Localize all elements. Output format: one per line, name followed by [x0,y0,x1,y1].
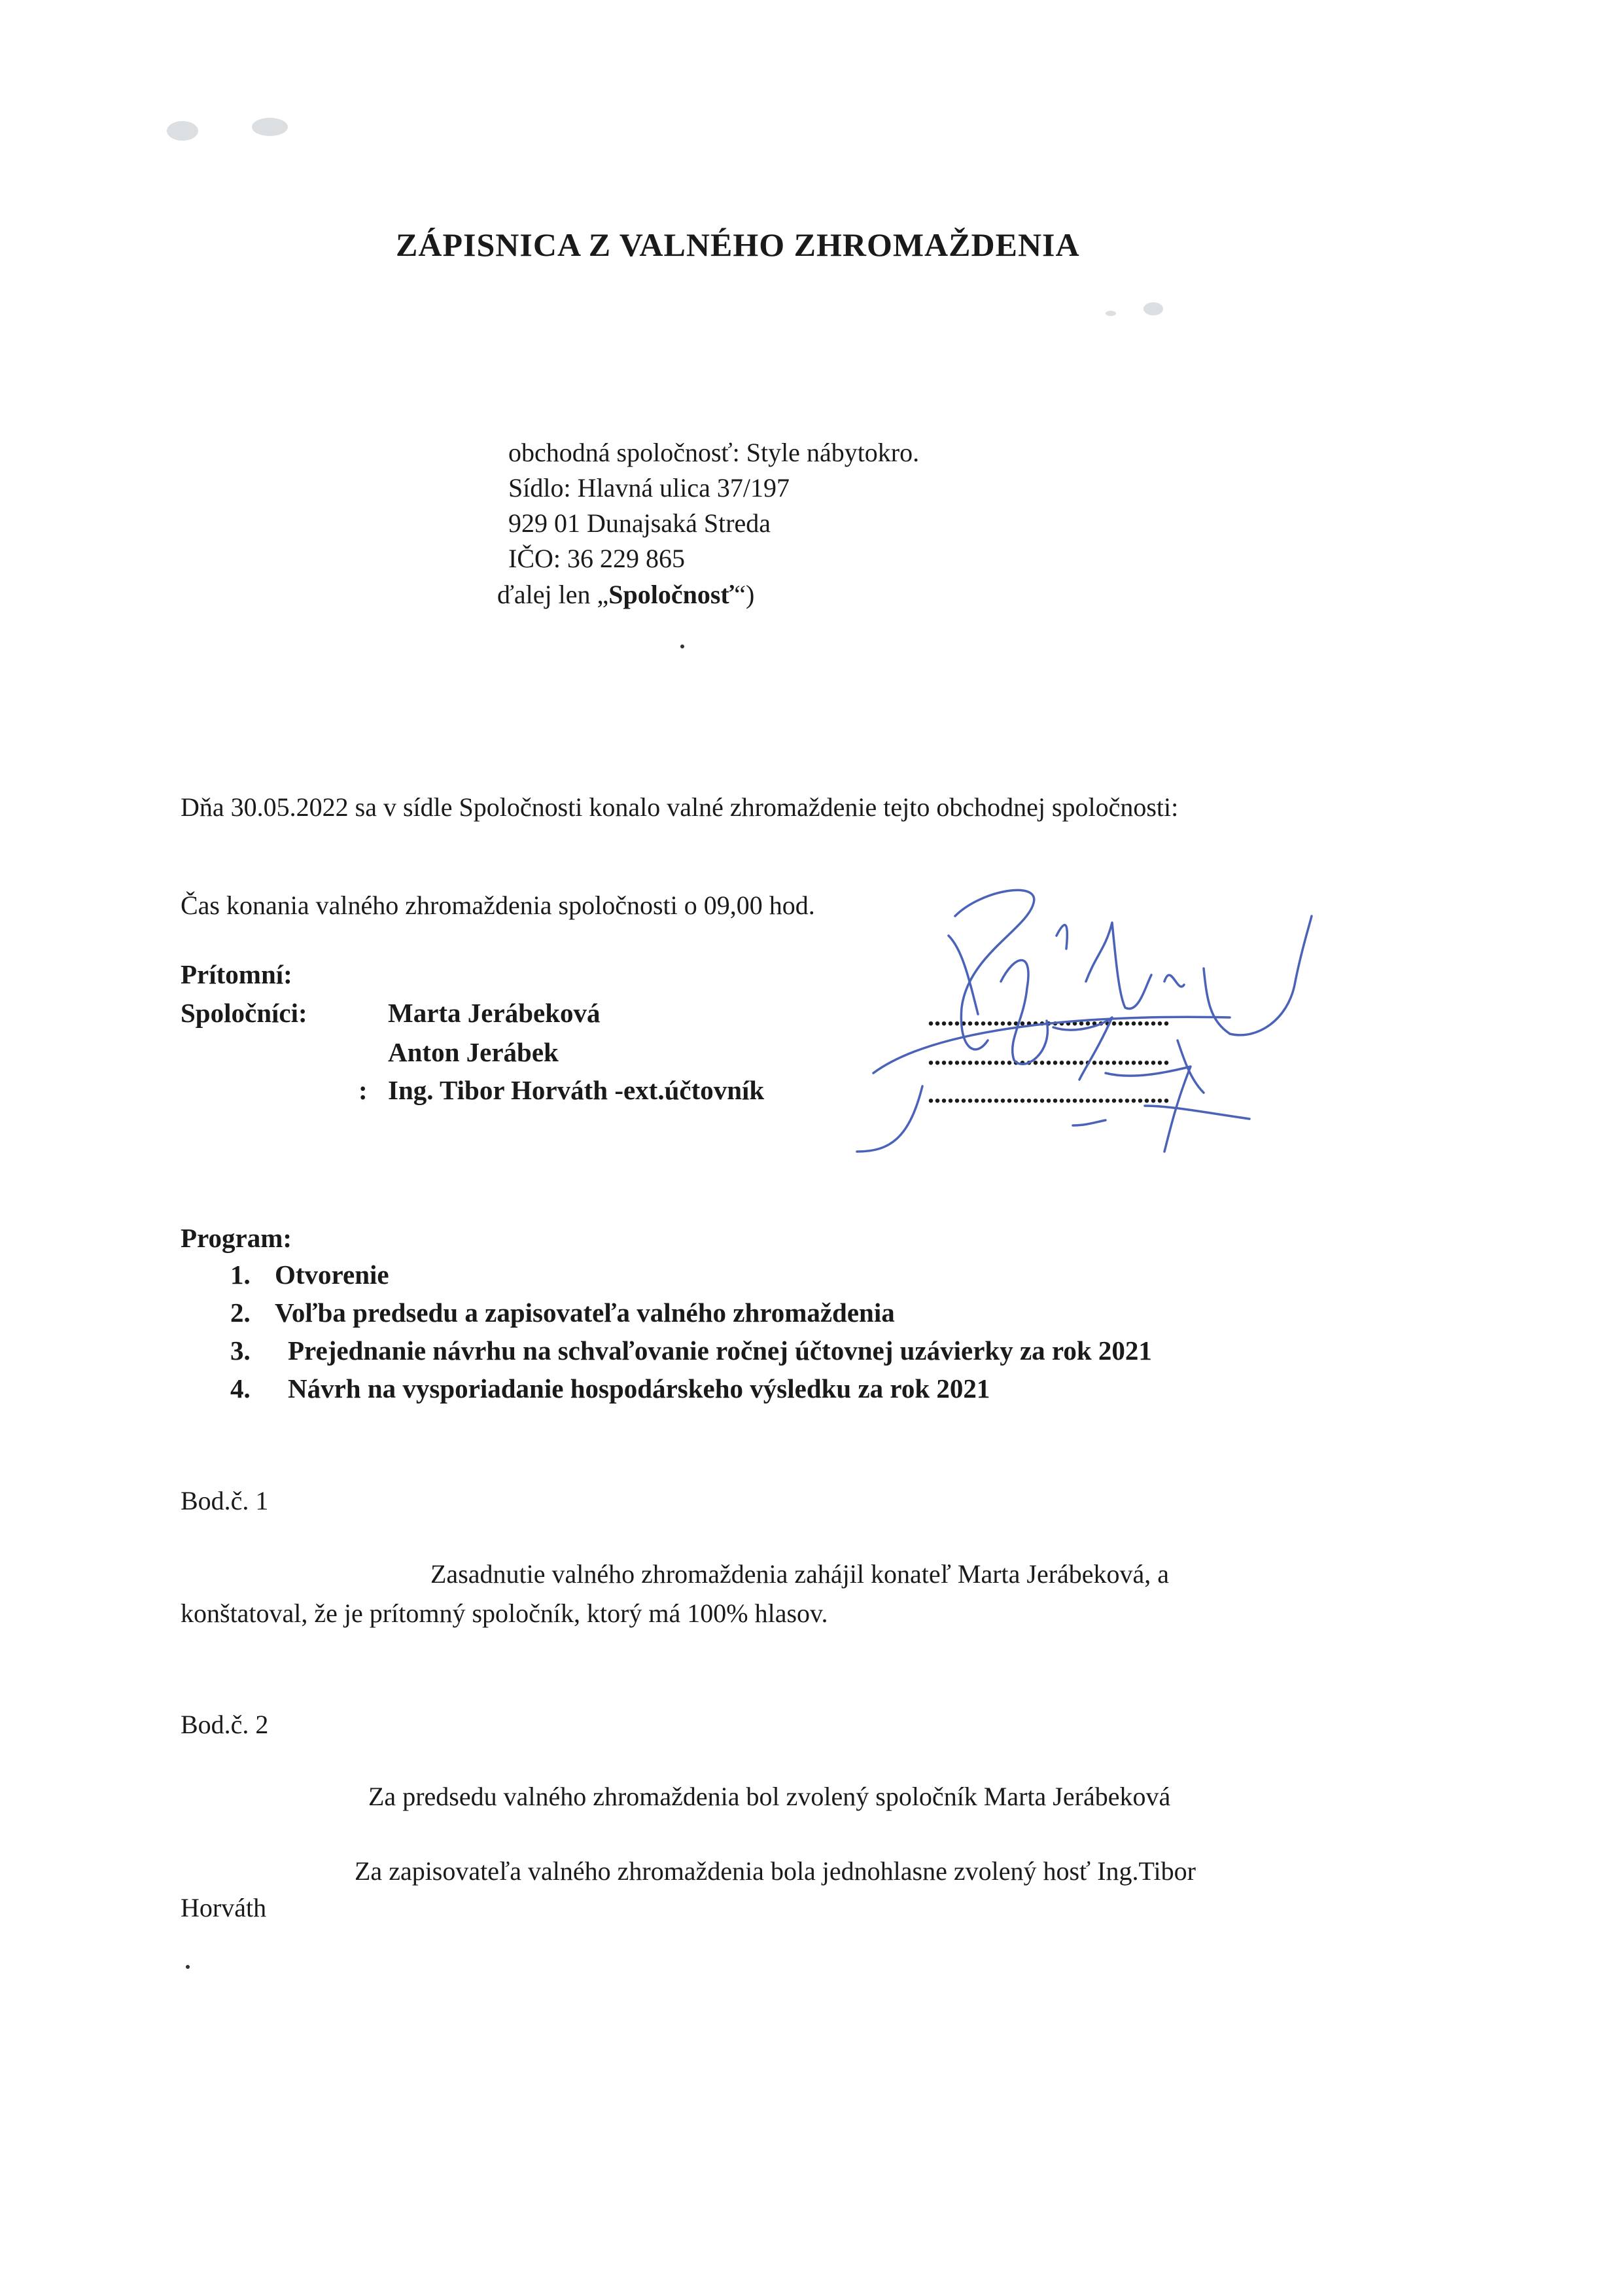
program-item-4: Návrh na vysporiadanie hospodárskeho výsledku za rok 2021 [288,1373,990,1404]
program-item-1: Otvorenie [275,1260,389,1290]
point-1-line-1: Zasadnutie valného zhromaždenia zahájil konateľ Marta Jerábeková, a [430,1559,1170,1589]
point-2-line-2: Za zapisovateľa valného zhromaždenia bola jednohlasne zvolený hosť Ing.Tibor [355,1856,1196,1886]
point-1-label: Bod.č. 1 [181,1486,269,1515]
point-1-line-2: konštatoval, že je prítomný spoločník, ktorý má 100% hlasov. [181,1598,828,1628]
company-city: 929 01 Dunajsaká Streda [508,508,771,538]
company-name: obchodná spoločnosť: Style nábytokro. [508,438,920,467]
scan-smudge [1106,311,1116,316]
handwritten-signatures [837,877,1335,1204]
point-2-line-3: Horváth [181,1893,267,1922]
person-2: Anton Jerábek [388,1037,559,1067]
document-title: ZÁPISNICA Z VALNÉHO ZHROMAŽDENIA [396,226,1080,263]
point-2-label: Bod.č. 2 [181,1710,269,1739]
scan-smudge [252,118,288,136]
scan-smudge [1143,302,1163,315]
program-num-3: 3. [230,1335,251,1366]
program-label: Program: [181,1223,292,1253]
person-3: Ing. Tibor Horváth -ext.účtovník [388,1075,765,1105]
program-item-3: Prejednanie návrhu na schvaľovanie ročnej účtovnej uzávierky za rok 2021 [288,1335,1152,1366]
program-num-1: 1. [230,1260,251,1290]
point-2-line-1: Za predsedu valného zhromaždenia bol zvolený spoločník Marta Jerábeková [368,1782,1171,1811]
intro-text: Dňa 30.05.2022 sa v sídle Spoločnosti konalo valné zhromaždenie tejto obchodnej spoločnosti: [181,792,1179,822]
scan-dot [680,645,684,648]
present-label: Prítomní: [181,959,292,989]
scan-dot [186,1965,190,1969]
signature-line-3: ..................................... [928,1079,1170,1108]
colon-mark: : [358,1075,368,1105]
program-num-2: 2. [230,1298,251,1328]
scan-smudge [167,121,198,141]
program-item-2: Voľba predsedu a zapisovateľa valného zhromaždenia [275,1298,895,1328]
program-num-4: 4. [230,1373,251,1404]
time-line: Čas konania valného zhromaždenia spoločnosti o 09,00 hod. [181,891,815,920]
partners-label: Spoločníci: [181,998,307,1028]
signature-line-2: ..................................... [928,1041,1170,1070]
company-alias: ďalej len „Spoločnosť“) [497,580,755,609]
signature-line-1: ..................................... [928,1002,1170,1031]
company-ico: IČO: 36 229 865 [508,544,685,573]
company-seat: Sídlo: Hlavná ulica 37/197 [508,473,790,503]
person-1: Marta Jerábeková [388,998,601,1028]
